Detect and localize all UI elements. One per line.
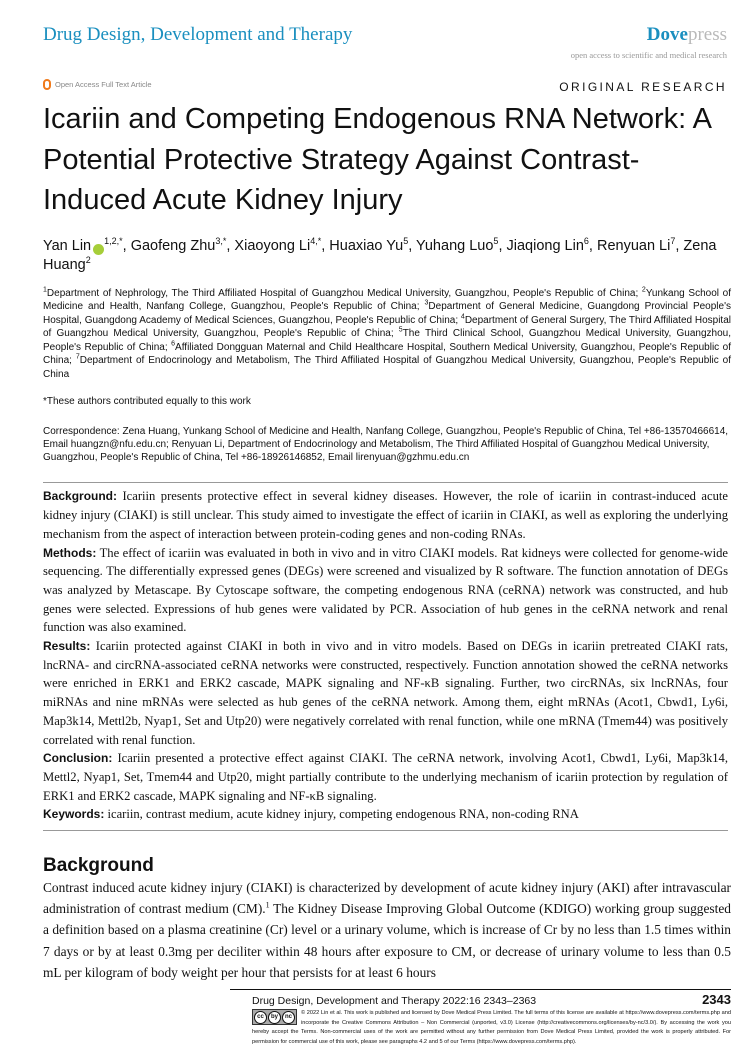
affiliation-number: 2 xyxy=(641,286,646,294)
background-text-b: The Kidney Disease Improving Global Outcome (KDIGO) working group suggested a definition based on a plasma creatinine (Cr) level or a urinary volume, which is increase of Cr by no less than 1.5 times within 7 days or by at least 0.3mg per deciliter within 48 hours after exposure to CM, or decrease of urinary volume to less than 0.5 mL per kilogram of body weight per hour that persists for at least 6 hours xyxy=(43,901,731,980)
abstract-section-methods xyxy=(43,544,728,638)
author-name: Zena Huang xyxy=(43,237,717,273)
author-affiliation-marker: 7 xyxy=(670,235,676,246)
abstract-label: Results: xyxy=(43,639,91,654)
author-affiliation-marker: 5 xyxy=(493,235,499,246)
journal-title[interactable]: Drug Design, Development and Therapy xyxy=(43,24,353,45)
logo-dove: Dove xyxy=(646,24,688,45)
affiliation-number: 5 xyxy=(398,326,403,334)
affiliations xyxy=(43,287,731,382)
logo-press: press xyxy=(687,24,727,45)
background-text-a: Contrast induced acute kidney injury (CIAKI) is characterized by development of acute kidney injury (AKI) after intravascular administration of contrast medium (CM). xyxy=(43,880,731,917)
affiliation-number: 6 xyxy=(171,340,176,348)
affiliation-text: Department of General Surgery, The Third Affiliated Hospital of Guangzhou Medical University, Guangzhou, People's Republic of China; xyxy=(43,314,731,339)
page-number: 2343 xyxy=(702,992,731,1008)
abstract xyxy=(43,487,728,824)
affiliation-text: The Third Clinical School, Guangzhou Medical University, Guangzhou, People's Republic of China; xyxy=(43,328,731,353)
author-name: Xiaoyong Li xyxy=(234,237,311,254)
abstract-text: Icariin presents protective effect in several kidney diseases. However, the role of icariin in contrast-induced acute kidney injury (CIAKI) is still unclear. This study aimed to investigate the effect of icariin in CIAKI, as well as exploring the underlying mechanism from the aspect of interaction between protein-coding genes and non-coding RNAs. xyxy=(43,489,728,541)
author-affiliation-marker: 3,* xyxy=(215,235,227,246)
license-block xyxy=(252,1009,731,1047)
by-icon: by xyxy=(268,1011,281,1024)
background-paragraph xyxy=(43,877,731,983)
affiliation-number: 7 xyxy=(75,353,80,361)
open-access-lock-icon xyxy=(43,79,51,90)
nc-icon: nc xyxy=(282,1011,295,1024)
affiliation-text: Yunkang School of Medicine and Health, Nanfang College, Guangzhou, People's Republic of China; xyxy=(43,287,731,312)
abstract-text: The effect of icariin was evaluated in both in vivo and in vitro CIAKI models. Rat kidneys were collected for genome-wide sequencing. The differentially expressed genes (DEGs) were screened and visualized by R software. The function annotation of DEGs was analyzed by Metascape. By Cytoscape software, the competing endogenous RNA (ceRNA) network was constructed, and hub genes were selected. Expressions of hub genes were validated by PCR. Association of hub genes in the ceRNA network and renal function was also examined. xyxy=(43,545,728,635)
cc-icon: cc xyxy=(254,1011,267,1024)
author-affiliation-marker: 5 xyxy=(403,235,409,246)
author-affiliation-marker: 2 xyxy=(85,254,91,265)
affiliation-text: Department of General Medicine, Guangdong Provincial People's Hospital, Guangdong Academy of Medical Sciences, Guangzhou, People's Republic of China; xyxy=(43,301,731,326)
abstract-section-background xyxy=(43,487,728,543)
author-name: Renyuan Li xyxy=(596,237,671,254)
creative-commons-badge[interactable] xyxy=(252,1009,297,1025)
author-affiliation-marker: 1,2,* xyxy=(104,235,123,246)
abstract-section-conclusion xyxy=(43,749,728,805)
open-access-text: Open Access Full Text Article xyxy=(55,80,152,89)
article-body xyxy=(43,99,731,1047)
affiliation-text: Affiliated Dongguan Maternal and Child Healthcare Hospital, Southern Medical University, Guangzhou, People's Republic of China; xyxy=(43,341,731,366)
publisher-tagline: open access to scientific and medical research xyxy=(570,50,727,60)
orcid-icon[interactable] xyxy=(93,244,104,255)
abstract-text: icariin, contrast medium, acute kidney injury, competing endogenous RNA, non-coding RNA xyxy=(104,807,579,822)
abstract-section-results xyxy=(43,637,728,749)
author-name: Yuhang Luo xyxy=(416,237,494,254)
abstract-bottom-divider xyxy=(43,830,728,831)
author-affiliation-marker: 6 xyxy=(583,235,589,246)
correspondence: Correspondence: Zena Huang, Yunkang School of Medicine and Health, Nanfang College, Guangzhou, People's Republic of China, Tel +86-13570466614, Email huangzn@nfu.edu.cn; Renyuan Li, Department of Endocrinology and Metabolism, The Third Affiliated Hospital of Guangzhou Medical University, Guangzhou, People's Republic of China, Tel +86-18926146852, Email lirenyuan@gzhmu.edu.cn xyxy=(43,425,729,464)
author-name: Yan Lin xyxy=(43,237,92,254)
article-type: ORIGINAL RESEARCH xyxy=(559,80,727,94)
citation-ref[interactable]: 1 xyxy=(265,900,270,910)
abstract-text: Icariin presented a protective effect against CIAKI. The ceRNA network, involving Acot1, Cbwd1, Ly6i, Map3k14, Mettl2, Nyap1, Set, Tmem44 and Utp20, might partially contribute to the underlying mechanism of icariin protection by regulation of ERK1 and ERK2 cascade, MAPK signaling and NF-κB signaling. xyxy=(43,751,728,803)
abstract-section-keywords xyxy=(43,805,728,824)
publisher-logo[interactable] xyxy=(647,24,727,46)
abstract-top-divider xyxy=(43,482,728,483)
author-list: Yan Lin $^{1,2,*}$, Gaofeng Zhu$^{3,*}$, Xiaoyong $Li^{4,*}$, Huaxiao Yu$^5$, Yuhang Luo$^5$, Jiaqiong Lin$^6$, Renyuan Li$^7$, Zena Huang$^2$ xyxy=(43,235,717,273)
abstract-label: Keywords: xyxy=(43,807,105,822)
license-text: © 2022 Lin et al. This work is published and licensed by Dove Medical Press Limited. The full terms of this license are available at https://www.dovepress.com/terms.php and incorporate the Creative Commons Attribution – Non Commercial (unported, v3.0) License (http://creativecommons.org/licenses/by-nc/3.0/). By accessing the work you hereby accept the Terms. Non-commercial uses of the work are permitted without any further permission from Dove Medical Press Limited, provided the work is properly attributed. For permission for commercial use of this work, please see paragraphs 4.2 and 5 of our Terms (https://www.dovepress.com/terms.php). xyxy=(252,1010,731,1045)
affiliation-number: 3 xyxy=(424,299,429,307)
affiliation-number: 4 xyxy=(460,313,465,321)
open-access-label xyxy=(43,79,152,90)
affiliation-text: Department of Nephrology, The Third Affiliated Hospital of Guangzhou Medical University, Guangzhou, People's Republic of China; xyxy=(46,287,642,299)
equal-contribution-note: *These authors contributed equally to this work xyxy=(43,396,251,407)
abstract-label: Methods: xyxy=(43,545,97,560)
abstract-label: Background: xyxy=(43,489,118,504)
abstract-text: Icariin protected against CIAKI in both in vivo and in vitro models. Based on DEGs in icariin pretreated CIAKI rats, lncRNA- and circRNA-associated ceRNA networks were constructed, respectively. Function annotation showed the ceRNA networks were enriched in ERK1 and ERK2 cascade, MAPK signaling and NF-κB signaling. Further, two circRNAs, six lncRNAs, four miRNAs and nine mRNAs were selected as hub genes of the ceRNA network. Among them, eight mRNAs (Acot1, Cbwd1, Ly6i, Map3k14, Mettl2b, Nyap1, Set and Utp20) were negatively correlated with renal function, while one mRNA (Tmem44) was positively correlated with renal function. xyxy=(43,639,728,747)
author-name: Huaxiao Yu xyxy=(329,237,404,254)
author-name: Jiaqiong Lin xyxy=(506,237,584,254)
affiliation-text: Department of Endocrinology and Metabolism, The Third Affiliated Hospital of Guangzhou Medical University, Guangzhou, People's Republic of China xyxy=(43,355,732,380)
abstract-label: Conclusion: xyxy=(43,751,113,766)
section-heading-background: Background xyxy=(43,855,154,877)
affiliation-number: 1 xyxy=(43,286,47,294)
author-name: Gaofeng Zhu xyxy=(130,237,216,254)
footer-citation: Drug Design, Development and Therapy 2022:16 2343–2363 xyxy=(252,995,537,1008)
author-affiliation-marker: 4,* xyxy=(310,235,322,246)
article-title: Icariin and Competing Endogenous RNA Network: A Potential Protective Strategy Against Contrast-Induced Acute Kidney Injury xyxy=(43,103,711,216)
page-footer xyxy=(230,989,731,1047)
